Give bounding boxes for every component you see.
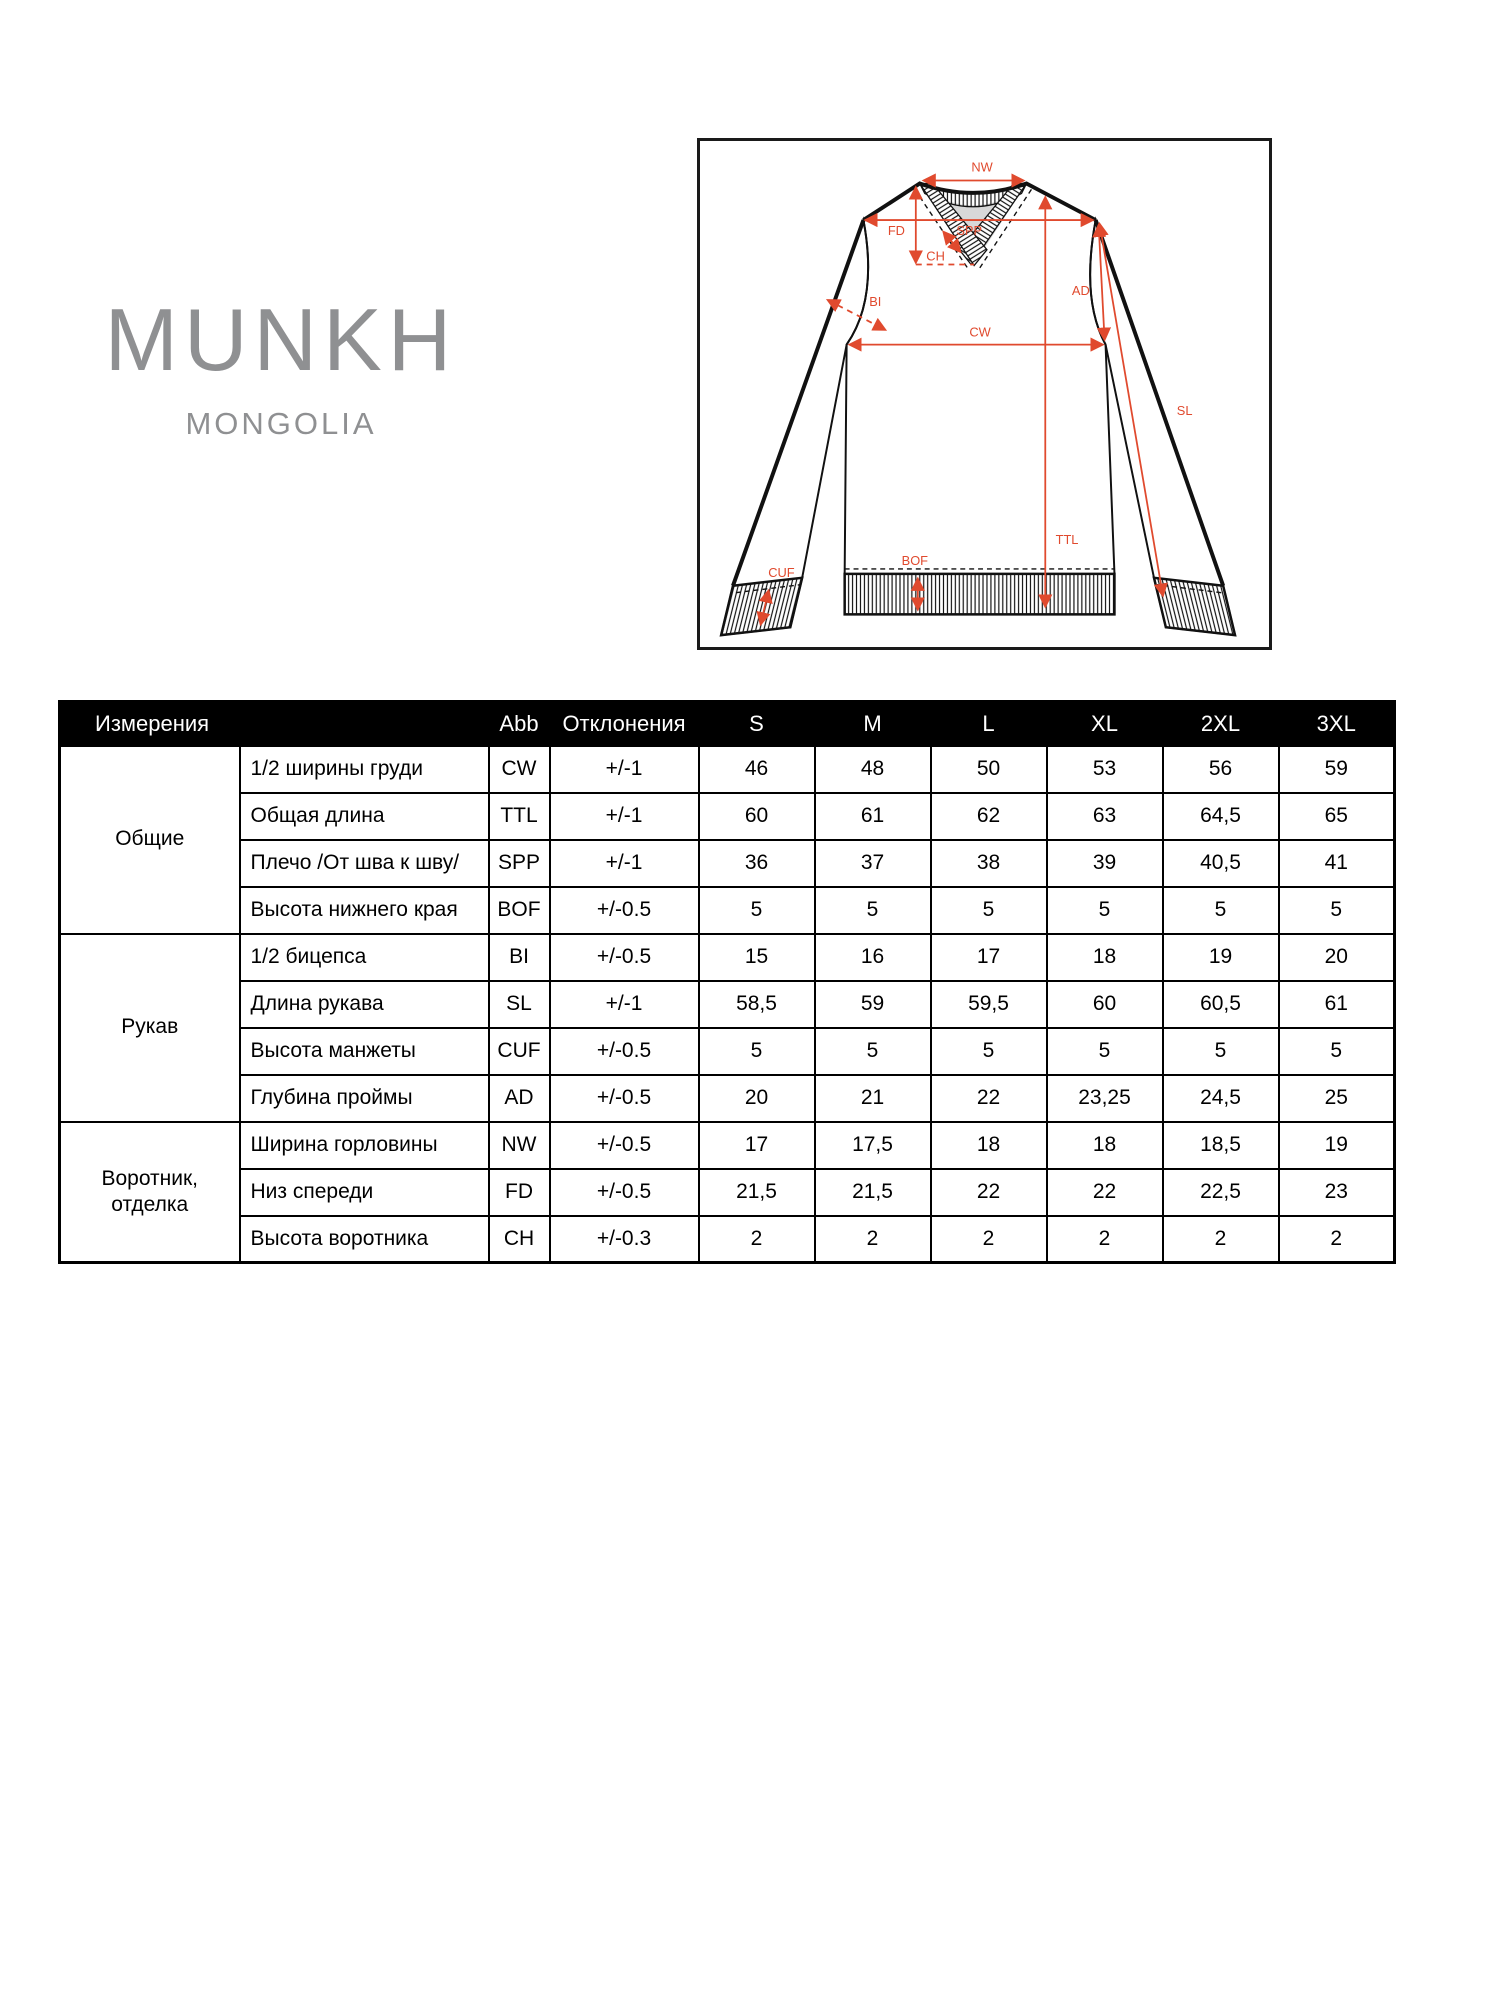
measurement-row [60, 887, 1395, 934]
sweater-drawing [700, 141, 1269, 647]
cell-size-2xl: 40,5 [1163, 840, 1279, 887]
cell-abbreviation: SPP [489, 840, 550, 887]
cell-measurement-name: Длина рукава [240, 981, 489, 1028]
cell-measurement-name: 1/2 ширины груди [240, 746, 489, 793]
cell-measurement-name: Высота нижнего края [240, 887, 489, 934]
size-diagram [697, 138, 1272, 650]
cell-tolerance: +/-0.5 [550, 887, 699, 934]
cell-size-s: 21,5 [699, 1169, 815, 1216]
measurement-row [60, 1216, 1395, 1263]
group-label: Общие [60, 746, 240, 934]
cell-size-m: 2 [815, 1216, 931, 1263]
group-label: Воротник, отделка [60, 1122, 240, 1263]
label-ad: AD [1071, 283, 1090, 299]
cell-tolerance: +/-1 [550, 746, 699, 793]
cell-size-m: 5 [815, 1028, 931, 1075]
cell-size-l: 22 [931, 1075, 1047, 1122]
cell-abbreviation: CW [489, 746, 550, 793]
cell-size-2xl: 18,5 [1163, 1122, 1279, 1169]
cell-tolerance: +/-0.5 [550, 1169, 699, 1216]
cell-size-s: 17 [699, 1122, 815, 1169]
header-size-s: S [699, 702, 815, 746]
cell-size-2xl: 5 [1163, 887, 1279, 934]
cell-size-s: 15 [699, 934, 815, 981]
header-size-xl: XL [1047, 702, 1163, 746]
label-spp: SPP [956, 222, 983, 238]
cell-measurement-name: Глубина проймы [240, 1075, 489, 1122]
header-size-l: L [931, 702, 1047, 746]
cell-size-2xl: 2 [1163, 1216, 1279, 1263]
group-label: Рукав [60, 934, 240, 1122]
size-table [58, 700, 1396, 1264]
cell-tolerance: +/-1 [550, 793, 699, 840]
cell-measurement-name: Плечо /От шва к шву/ [240, 840, 489, 887]
cell-size-s: 5 [699, 1028, 815, 1075]
cell-size-l: 18 [931, 1122, 1047, 1169]
header-size-m: M [815, 702, 931, 746]
cell-size-3xl: 20 [1279, 934, 1395, 981]
cell-size-3xl: 5 [1279, 887, 1395, 934]
brand-name: MUNKH [104, 290, 458, 389]
label-cuf: CUF [768, 564, 795, 580]
cell-size-2xl: 24,5 [1163, 1075, 1279, 1122]
cell-size-m: 21,5 [815, 1169, 931, 1216]
header-abb: Abb [489, 702, 550, 746]
cell-size-3xl: 23 [1279, 1169, 1395, 1216]
cell-measurement-name: Ширина горловины [240, 1122, 489, 1169]
label-fd: FD [887, 222, 905, 238]
cell-size-s: 60 [699, 793, 815, 840]
cell-tolerance: +/-0.3 [550, 1216, 699, 1263]
cell-size-s: 58,5 [699, 981, 815, 1028]
measurement-row [60, 840, 1395, 887]
cell-size-l: 17 [931, 934, 1047, 981]
cell-size-s: 5 [699, 887, 815, 934]
cell-abbreviation: BOF [489, 887, 550, 934]
cell-size-3xl: 5 [1279, 1028, 1395, 1075]
cell-size-xl: 63 [1047, 793, 1163, 840]
cell-tolerance: +/-0.5 [550, 1122, 699, 1169]
cell-size-l: 22 [931, 1169, 1047, 1216]
label-bof: BOF [901, 552, 929, 568]
brand-logo [100, 290, 462, 442]
label-ttl: TTL [1055, 532, 1079, 548]
cell-size-xl: 22 [1047, 1169, 1163, 1216]
label-cw: CW [969, 324, 991, 340]
cell-size-l: 38 [931, 840, 1047, 887]
header-tolerance: Отклонения [550, 702, 699, 746]
cell-size-m: 37 [815, 840, 931, 887]
cell-size-3xl: 19 [1279, 1122, 1395, 1169]
cell-size-2xl: 5 [1163, 1028, 1279, 1075]
measurement-row [60, 1075, 1395, 1122]
cell-size-m: 16 [815, 934, 931, 981]
table-header [60, 702, 1395, 746]
cell-size-l: 59,5 [931, 981, 1047, 1028]
header-measurements: Измерения [60, 702, 489, 746]
cell-abbreviation: TTL [489, 793, 550, 840]
cell-size-s: 36 [699, 840, 815, 887]
cell-tolerance: +/-1 [550, 981, 699, 1028]
cell-abbreviation: CH [489, 1216, 550, 1263]
measurement-row [60, 1169, 1395, 1216]
cell-size-xl: 2 [1047, 1216, 1163, 1263]
header-size-2xl: 2XL [1163, 702, 1279, 746]
cell-size-xl: 39 [1047, 840, 1163, 887]
cell-size-l: 62 [931, 793, 1047, 840]
measurement-row [60, 746, 1395, 793]
cell-size-s: 46 [699, 746, 815, 793]
cell-size-l: 5 [931, 887, 1047, 934]
cell-size-m: 59 [815, 981, 931, 1028]
label-ch: CH [926, 248, 945, 264]
cell-size-xl: 5 [1047, 1028, 1163, 1075]
cell-size-m: 48 [815, 746, 931, 793]
table-body [60, 746, 1395, 1263]
cell-size-3xl: 65 [1279, 793, 1395, 840]
cell-abbreviation: CUF [489, 1028, 550, 1075]
cell-size-l: 2 [931, 1216, 1047, 1263]
cell-size-3xl: 25 [1279, 1075, 1395, 1122]
cell-measurement-name: Общая длина [240, 793, 489, 840]
cell-size-m: 61 [815, 793, 931, 840]
label-bi: BI [869, 294, 882, 310]
cell-abbreviation: BI [489, 934, 550, 981]
measurement-row [60, 934, 1395, 981]
cell-size-l: 50 [931, 746, 1047, 793]
cell-size-2xl: 19 [1163, 934, 1279, 981]
cell-size-s: 20 [699, 1075, 815, 1122]
hem-rib [845, 574, 1115, 615]
brand-subtitle: MONGOLIA [185, 406, 377, 441]
cell-tolerance: +/-0.5 [550, 1075, 699, 1122]
cell-size-3xl: 61 [1279, 981, 1395, 1028]
cell-size-xl: 23,25 [1047, 1075, 1163, 1122]
cell-measurement-name: Высота воротника [240, 1216, 489, 1263]
measurement-row [60, 793, 1395, 840]
cell-size-2xl: 22,5 [1163, 1169, 1279, 1216]
cell-size-m: 21 [815, 1075, 931, 1122]
measurement-row [60, 1028, 1395, 1075]
cell-size-m: 17,5 [815, 1122, 931, 1169]
cell-abbreviation: SL [489, 981, 550, 1028]
cell-size-xl: 60 [1047, 981, 1163, 1028]
cell-abbreviation: AD [489, 1075, 550, 1122]
header-size-3xl: 3XL [1279, 702, 1395, 746]
cell-size-xl: 5 [1047, 887, 1163, 934]
cell-size-3xl: 41 [1279, 840, 1395, 887]
measurement-row [60, 1122, 1395, 1169]
cell-size-2xl: 64,5 [1163, 793, 1279, 840]
measurement-row [60, 981, 1395, 1028]
cell-size-2xl: 60,5 [1163, 981, 1279, 1028]
cell-size-xl: 18 [1047, 1122, 1163, 1169]
cell-size-l: 5 [931, 1028, 1047, 1075]
cell-size-s: 2 [699, 1216, 815, 1263]
cell-size-2xl: 56 [1163, 746, 1279, 793]
cell-size-m: 5 [815, 887, 931, 934]
label-sl: SL [1176, 402, 1193, 418]
cell-measurement-name: Высота манжеты [240, 1028, 489, 1075]
cell-size-xl: 18 [1047, 934, 1163, 981]
cell-size-3xl: 59 [1279, 746, 1395, 793]
cell-tolerance: +/-0.5 [550, 1028, 699, 1075]
cell-abbreviation: NW [489, 1122, 550, 1169]
cell-tolerance: +/-0.5 [550, 934, 699, 981]
cell-abbreviation: FD [489, 1169, 550, 1216]
cell-size-xl: 53 [1047, 746, 1163, 793]
label-nw: NW [971, 159, 993, 175]
cell-measurement-name: Низ спереди [240, 1169, 489, 1216]
cell-tolerance: +/-1 [550, 840, 699, 887]
cell-measurement-name: 1/2 бицепса [240, 934, 489, 981]
cell-size-3xl: 2 [1279, 1216, 1395, 1263]
